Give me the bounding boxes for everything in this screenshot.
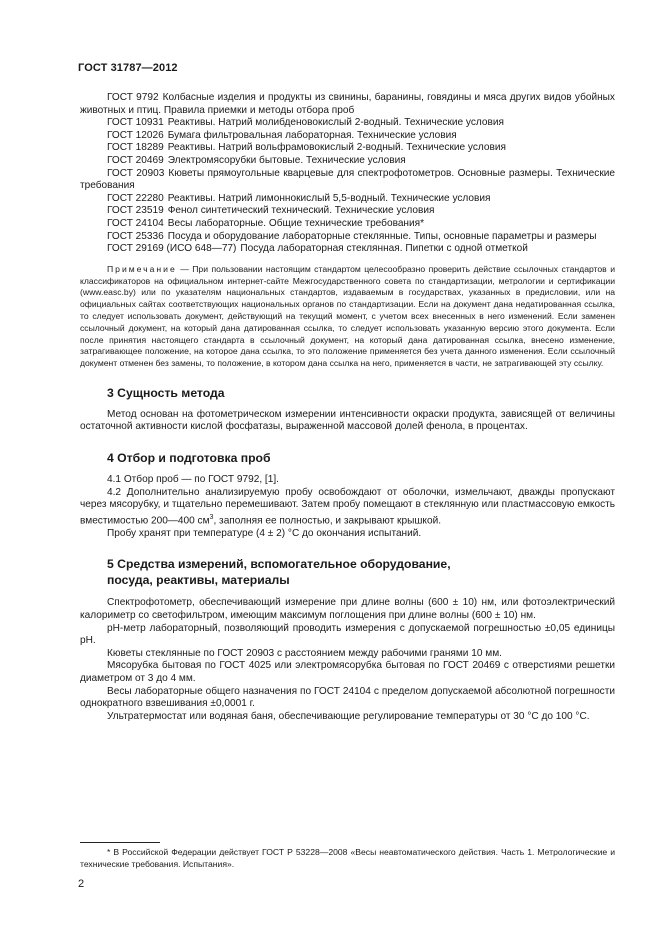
reference-item <box>80 193 615 206</box>
reference-title: Посуда лабораторная стеклянная. Пипетки с одной отметкой <box>240 243 528 255</box>
reference-item <box>80 117 615 130</box>
reference-code: ГОСТ 29169 (ИСО 648—77) <box>107 243 237 255</box>
reference-item <box>80 92 615 117</box>
section-3-text: Метод основан на фотометрическом измерении интенсивности окраски продукта, зависящей от величины остаточной активности кислой фосфатазы, выраженной массовой долей фенола, в процентах. <box>80 408 615 433</box>
reference-item <box>80 168 615 193</box>
document-header: ГОСТ 31787—2012 <box>78 62 178 74</box>
reference-code: ГОСТ 18289 <box>107 142 164 154</box>
section-5-heading-line2: посуда, реактивы, материалы <box>107 573 290 588</box>
equipment-paragraph: Ультратермостат или водяная баня, обеспечивающие регулирование температуры от 30 °С до 100 °С. <box>107 710 590 722</box>
reference-title: Реактивы. Натрий лимоннокислый 5,5-водный. Технические условия <box>167 192 491 204</box>
note-label: Примечание <box>107 263 177 274</box>
page-number: 2 <box>78 878 85 890</box>
superscript-3: 3 <box>209 513 214 521</box>
reference-item <box>80 218 615 231</box>
section-4-1-text: 4.1 Отбор проб — по ГОСТ 9792, [1]. <box>107 474 279 486</box>
reference-code: ГОСТ 12026 <box>107 129 164 141</box>
reference-title: Бумага фильтровальная лабораторная. Технические условия <box>167 129 457 141</box>
reference-title: Посуда и оборудование лабораторные стеклянные. Типы, основные параметры и размеры <box>167 230 597 242</box>
section-3-heading: 3 Сущность метода <box>107 385 225 400</box>
section-5-heading-line1: 5 Средства измерений, вспомогательное оборудование, <box>107 557 451 572</box>
section-4-2-text: 4.2 Дополнительно анализируемую пробу освобождают от оболочки, измельчают, дважды пропускают через мясорубку, и тщательно перемешивают. Затем пробу помещают в стеклянную или пластмассовую емкость вместимостью 200—400 $см^3$, заполняя ее полностью, и закрывают крышкой. <box>80 486 615 527</box>
equipment-paragraph: рН-метр лабораторный, позволяющий проводить измерения с допускаемой погрешностью ±0,05 единицы рН. <box>80 622 615 647</box>
reference-code: ГОСТ 24104 <box>107 217 164 229</box>
reference-item <box>80 231 615 244</box>
footnote-divider <box>80 842 160 843</box>
section-4-storage-text: Пробу хранят при температуре (4 ± 2) °С до окончания испытаний. <box>107 527 422 539</box>
equipment-paragraph: Спектрофотометр, обеспечивающий измерение при длине волны (600 ± 10) нм, или фотоэлектрический калориметр со светофильтром, имеющим максимум поглощения при длине волны (600 ± 10) нм. <box>80 597 615 621</box>
footnote: * В Российской Федерации действует ГОСТ Р 53228—2008 «Весы неавтоматического действия. Часть 1. Метрологические и технические требования. Испытания». <box>80 847 615 869</box>
reference-item <box>80 155 615 168</box>
reference-code: ГОСТ 10931 <box>107 117 164 129</box>
reference-title: Кюветы прямоугольные кварцевые для спектрофотометров. Основные размеры. Технические требования <box>80 167 615 192</box>
reference-code: ГОСТ 20469 <box>107 154 164 166</box>
reference-title: Реактивы. Натрий молибденовокислый 2-водный. Технические условия <box>167 117 504 129</box>
normative-references-list <box>80 92 615 256</box>
reference-item <box>80 205 615 218</box>
note-text: — При пользовании настоящим стандартом целесообразно проверить действие ссылочных стандартов и классификаторов на официальном интернет-сайте Межгосударственного совета по стандартизации, метрологии и сертификации (www.easc.by) или по указателям национальных стандартов, издаваемым в государствах, указанных в предисловии, или на официальных сайтах соответствующих национальных органов по стандартизации. Если на документ дана недатированная ссылка, то следует использовать документ, действующий на текущий момент, с учетом всех внесенных в него изменений. Если заменен ссылочный документ, на который дана датированная ссылка, то следует использовать указанную версию этого документа. Если после принятия настоящего стандарта в ссылочный документ, на который дана датированная ссылка, внесено изменение, затрагивающее положение, на которое дана ссылка, то это положение применяется без учета данного изменения. Если ссылочный документ отменен без замены, то положение, в котором дана ссылка на него, применяется в части, не затрагивающей эту ссылку. <box>80 263 615 369</box>
reference-item <box>80 243 615 256</box>
main-content <box>80 92 615 723</box>
reference-code: ГОСТ 20903 <box>107 167 165 179</box>
equipment-paragraph: Кюветы стеклянные по ГОСТ 20903 с расстоянием между рабочими гранями 10 мм. <box>107 647 502 659</box>
equipment-paragraph: Весы лабораторные общего назначения по ГОСТ 24104 с пределом допускаемой абсолютной погрешности однократного взвешивания ±0,0001 г. <box>80 685 615 710</box>
equipment-paragraph: Мясорубка бытовая по ГОСТ 4025 или электромясорубка бытовая по ГОСТ 20469 с отверстиями решетки диаметром от 3 до 4 мм. <box>80 660 615 684</box>
reference-title: Весы лабораторные. Общие технические требования* <box>167 217 425 229</box>
reference-code: ГОСТ 23519 <box>107 205 164 217</box>
reference-item <box>80 130 615 143</box>
reference-title: Электромясорубки бытовые. Технические условия <box>167 154 406 166</box>
reference-code: ГОСТ 9792 <box>107 92 159 103</box>
reference-title: Реактивы. Натрий вольфрамовокислый 2-водный. Технические условия <box>167 142 506 154</box>
reference-code: ГОСТ 22280 <box>107 192 164 204</box>
reference-item <box>80 142 615 155</box>
references-note <box>80 264 615 370</box>
reference-title: Фенол синтетический технический. Технические условия <box>167 205 435 217</box>
reference-code: ГОСТ 25336 <box>107 230 164 242</box>
section-4-heading: 4 Отбор и подготовка проб <box>107 451 271 466</box>
reference-title: Колбасные изделия и продукты из свинины, баранины, говядины и мяса других видов убойных животных и птиц. Правила приемки и методы отбора проб <box>80 92 615 116</box>
